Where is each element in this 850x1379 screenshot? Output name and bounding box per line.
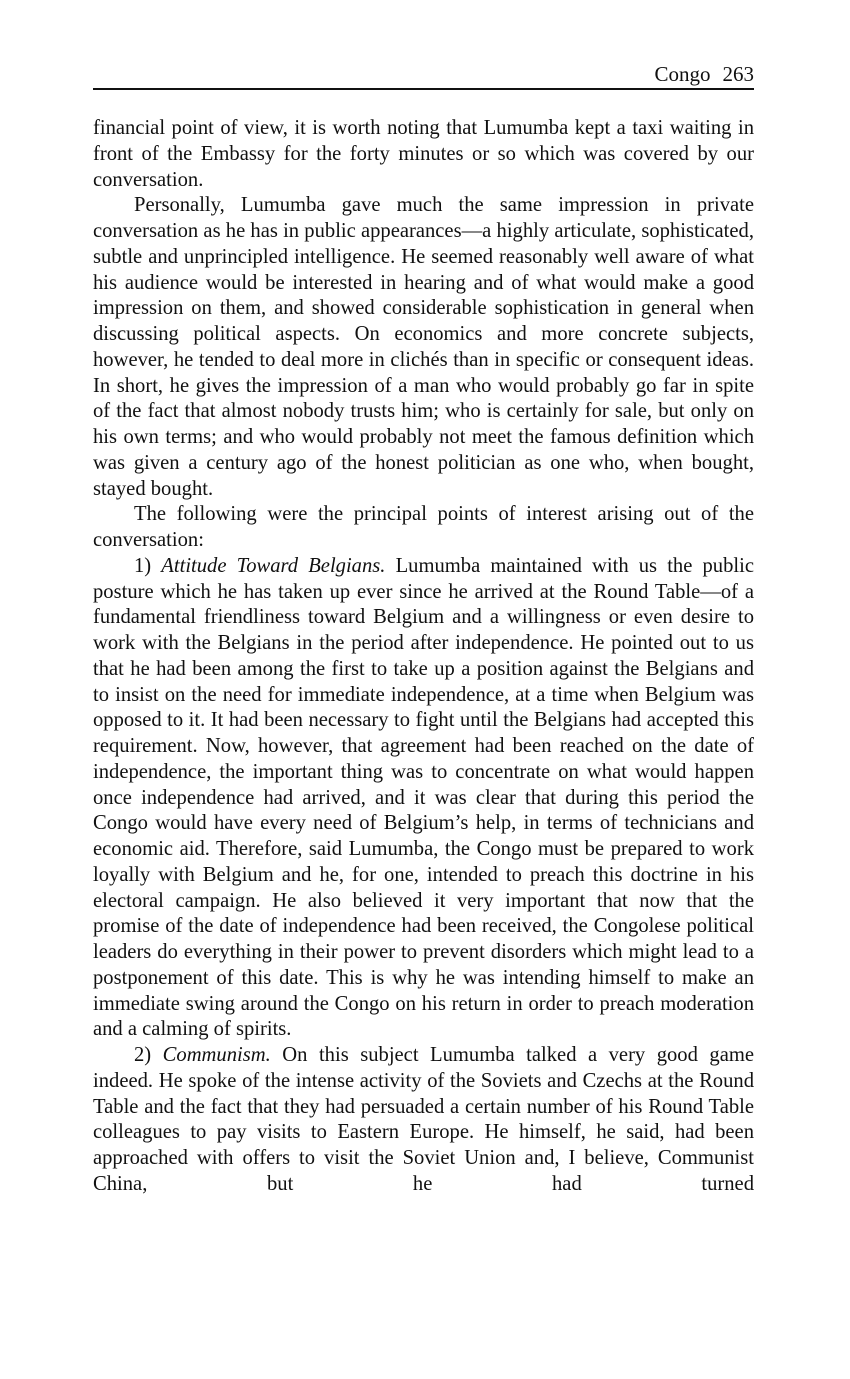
running-head-title: Congo xyxy=(654,62,711,86)
paragraph-text: Lumumba maintained with us the public posture which he has taken up ever since he arrived at the Round Table—of a fundamental friendliness toward Belgium and a willingness or even desire to work with the Belgians in the period after independence. He pointed out to us that he had been among the first to take up a position against the Belgians and to insist on the need for immediate independence, at a time when Belgium was opposed to it. It had been necessary to fight until the Belgians had accepted this requirement. Now, however, that agreement had been reached on the date of independence, the important thing was to concentrate on what would happen once independence had arrived, and it was clear that during this period the Congo would have every need of Belgium’s help, in terms of technicians and economic aid. Therefore, said Lumumba, the Congo must be prepared to work loyally with Belgium and he, for one, intended to preach this doctrine in his electoral campaign. He also believed it very important that now that the promise of the date of independence had been received, the Congolese political leaders do everything in their power to prevent disorders which might lead to a postponement of this date. This is why he was intending himself to make an immediate swing around the Congo on his return in order to preach moderation and a calming of spirits. xyxy=(93,554,754,1041)
paragraph-principal-points xyxy=(93,502,754,554)
point-number: 2) xyxy=(134,1044,163,1066)
paragraph-text: The following were the principal points of interest arising out of the conversation: xyxy=(93,503,754,551)
paragraph-text: On this subject Lumumba talked a very good game indeed. He spoke of the intense activity of the Soviets and Czechs at the Round Table and the fact that they had persuaded a certain number of his Round Table colleagues to pay visits to Eastern Europe. He himself, he said, had been approached with offers to visit the Soviet Union and, I believe, Communist China, but he had turned xyxy=(93,1044,754,1195)
book-page xyxy=(93,62,754,1198)
point-heading: Communism. xyxy=(162,1044,271,1066)
paragraph-impression xyxy=(93,193,754,502)
paragraph-point-communism xyxy=(93,1043,754,1198)
paragraph-text: financial point of view, it is worth noting that Lumumba kept a taxi waiting in front of the Embassy for the forty minutes or so which was covered by our conversation. xyxy=(93,117,754,191)
point-heading: Attitude Toward Belgians. xyxy=(161,554,386,577)
page-number: 263 xyxy=(722,62,754,86)
paragraph-continued xyxy=(93,116,754,193)
running-head xyxy=(93,62,754,90)
paragraph-point-belgians xyxy=(93,554,754,1043)
paragraph-text: Personally, Lumumba gave much the same impression in private conversation as he has in public appearances—a highly articulate, sophisticated, subtle and unprincipled intelligence. He seemed reasonably well aware of what his audience would be interested in hearing and of what would make a good impression on them, and showed considerable sophistication in general when discussing political aspects. On economics and more concrete subjects, however, he tended to deal more in clichés than in specific or consequent ideas. In short, he gives the impression of a man who would probably go far in spite of the fact that almost nobody trusts him; who is certainly for sale, but only on his own terms; and who would probably not meet the famous definition which was given a century ago of the honest politician as one who, when bought, stayed bought. xyxy=(93,194,754,500)
point-number: 1) xyxy=(134,554,162,577)
body-text xyxy=(93,116,754,1198)
